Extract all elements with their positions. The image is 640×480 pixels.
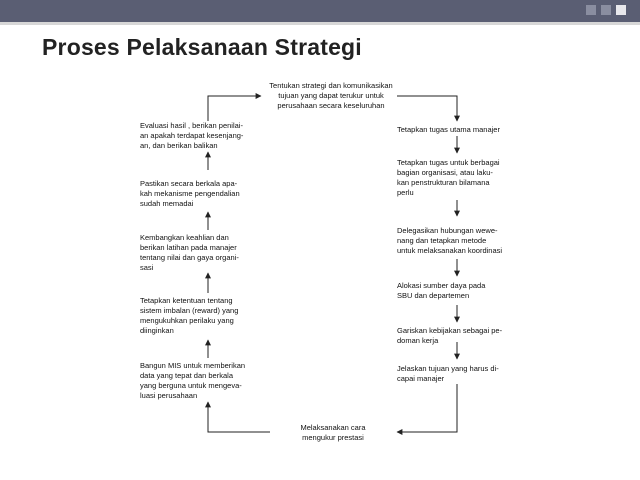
step-left-4: Tetapkan ketentuan tentang sistem imbalan (reward) yang mengukuhkan perilaku yang diinginkan <box>140 296 239 335</box>
step-left-5: Bangun MIS untuk memberikan data yang tepat dan berkala yang berguna untuk mengeva- luasi perusahaan <box>140 361 246 400</box>
step-bottom: Melaksanakan cara mengukur prestasi <box>300 423 366 442</box>
arrow-right-column-to-bottom <box>397 384 457 432</box>
header-decoration <box>586 5 626 15</box>
step-right-5: Gariskan kebijakan sebagai pe- doman kerja <box>397 326 503 345</box>
step-right-6: Jelaskan tujuan yang harus di- capai manajer <box>397 364 499 383</box>
step-left-1: Evaluasi hasil , berikan penilai- an apakah terdapat kesenjang- an, dan berikan balikan <box>140 121 244 150</box>
step-right-1: Tetapkan tugas utama manajer <box>397 125 500 134</box>
step-right-3: Delegasikan hubungan wewe- nang dan tetapkan metode untuk melaksanakan koordinasi <box>397 226 503 255</box>
decor-square-icon <box>616 5 626 15</box>
step-top: Tentukan strategi dan komunikasikan tujuan yang dapat terukur untuk perusahaan secara keseluruhan <box>269 81 393 110</box>
step-right-4: Alokasi sumber daya pada SBU dan departemen <box>397 281 486 300</box>
step-left-2: Pastikan secara berkala apa- kah mekanisme pengendalian sudah memadai <box>140 179 240 208</box>
header-accent-line <box>0 22 640 25</box>
step-left-3: Kembangkan keahlian dan berikan latihan pada manajer tentang nilai dan gaya organi- sasi <box>140 233 239 272</box>
step-right-2: Tetapkan tugas untuk berbagai bagian organisasi, atau laku- kan penstrukturan bilamana perlu <box>397 158 500 197</box>
decor-square-icon <box>601 5 611 15</box>
arrow-left-column-to-top <box>208 96 261 121</box>
arrow-top-to-right-column <box>397 96 457 121</box>
decor-square-icon <box>586 5 596 15</box>
slide-title: Proses Pelaksanaan Strategi <box>42 34 362 60</box>
arrow-bottom-to-left-column <box>208 402 270 432</box>
process-diagram <box>135 70 531 448</box>
header-bar <box>0 0 640 22</box>
